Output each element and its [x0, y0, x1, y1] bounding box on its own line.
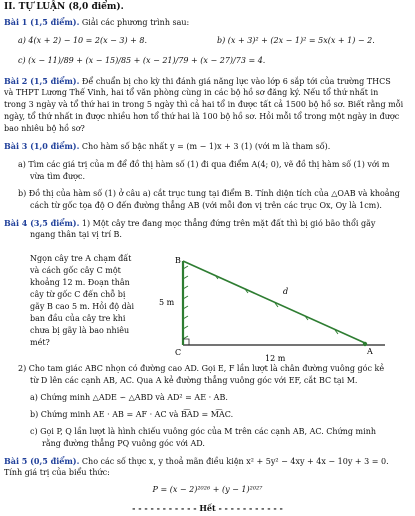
bai2-line-0 [4, 76, 391, 87]
bai1-b: b) (x + 3)² + (2x − 1)² = 5x(x + 1) − 2. [217, 36, 375, 45]
bai4-2c-line2: rằng đường thẳng PQ vuông góc với AD. [42, 439, 205, 448]
bai1-c: c) (x − 11)/89 + (x − 15)/85 + (x − 21)/79 + (x − 27)/73 = 4. [18, 56, 266, 65]
bai3-prompt: Cho hàm số bậc nhất y = (m − 1)x + 3 (1) (với m là tham số). [79, 142, 331, 151]
bai5-line2: Tính giá trị của biểu thức: [4, 468, 110, 477]
bamboo-figure [155, 255, 405, 365]
section-title: II. TỰ LUẬN (8,0 điểm). [4, 2, 124, 12]
bai4-p1a: 1) Một cây tre đang mọc thẳng đứng trên mặt đất thì bị gió bão thổi gãy [79, 219, 376, 228]
bai4-left-5: ban đầu của cây tre khi [30, 314, 126, 323]
bai4-left-7: mét? [30, 338, 50, 347]
label-A: A [367, 347, 373, 356]
bai2-line-3: ngày, tổ thứ nhất in được nhiều hơn tổ thứ hai là 100 bộ hồ sơ. Hỏi mỗi tổ trong một ngày in được [4, 112, 400, 121]
bai3-b-line2: cách từ gốc tọa độ O đến đường thẳng AB (với mỗi đơn vị trên các trục Ox, Oy là 1cm). [30, 201, 382, 210]
bai1-prompt: Giải các phương trình sau: [79, 18, 190, 27]
bai4-left-0: Ngọn cây tre A chạm đất [30, 254, 132, 263]
label-C: C [175, 348, 182, 357]
bai4-p1b: ngang thân tại vị trí B. [30, 230, 122, 239]
bai2-line-2: trong 3 ngày và tổ thứ hai in trong 5 ngày thì cả hai tổ in được tất cả 1500 bộ hồ sơ. Biết rằng mỗi [4, 100, 404, 109]
bai4-left-6: chưa bị gãy là bao nhiêu [30, 326, 130, 335]
bai2-text: Để chuẩn bị cho kỳ thi đánh giá năng lực vào lớp 6 sắp tới của trường THCS [79, 77, 391, 86]
bai4-header [4, 218, 375, 229]
bai3-a-line2: vừa tìm được. [30, 172, 85, 181]
bai5-formula: P = (x − 2)²⁰²⁶ + (y − 1)²⁰²⁷ [152, 485, 263, 494]
bai3-header [4, 141, 330, 152]
bai1-label: Bài 1 (1,5 điểm). [4, 17, 80, 27]
bai4-2c-line1: c) Gọi P, Q lần lượt là hình chiếu vuông góc của M trên các cạnh AB, AC. Chứng minh [30, 427, 376, 436]
bai4-left-3: cây từ gốc C đến chỗ bị [30, 290, 126, 299]
bai4-label: Bài 4 (3,5 điểm). [4, 218, 80, 228]
label-d: d [283, 287, 289, 296]
bai4-p2b: từ D lên các cạnh AB, AC. Qua A kẻ đường thẳng vuông góc với EF, cắt BC tại M. [30, 376, 358, 385]
bai4-left-2: khoảng 12 m. Đoạn thân [30, 278, 130, 287]
label-base: 12 m [265, 354, 286, 363]
bai3-a-line1: a) Tìm các giá trị của m để đồ thị hàm số (1) đi qua điểm A(4; 0), vẽ đồ thị hàm số (1) với m [18, 160, 390, 169]
bai4-left-4: gãy B cao 5 m. Hỏi độ dài [30, 302, 135, 311]
tip-point [363, 342, 367, 346]
bai3-label: Bài 3 (1,0 điểm). [4, 141, 80, 151]
label-height: 5 m [159, 298, 175, 307]
bai2-line-1: và THPT Lương Thế Vinh, hai tổ văn phòng cùng in các bộ hồ sơ đăng ký. Nếu tổ thứ nhất in [4, 88, 379, 97]
bai2-line-4: bao nhiêu bộ hồ sơ? [4, 124, 85, 133]
bai4-left-1: và cách gốc cây C một [30, 266, 121, 275]
bai4-2a: a) Chứng minh △ADE ∽ △ABD và AD² = AE · AB. [30, 393, 228, 402]
label-B: B [175, 256, 181, 265]
bai5-prompt: Cho các số thực x, y thoả mãn điều kiện x² + 5y² − 4xy + 4x − 10y + 3 = 0. [79, 457, 389, 466]
bai1-header [4, 17, 189, 28]
bai5-header [4, 456, 389, 467]
bai5-label: Bài 5 (0,5 điểm). [4, 456, 80, 466]
footer-end: - - - - - - - - - - - Hết - - - - - - - - - - - [132, 503, 283, 513]
bai3-b-line1: b) Đồ thị của hàm số (1) ở câu a) cắt trục tung tại điểm B. Tính diện tích của △OAB và khoảng [18, 189, 400, 198]
bai2-label: Bài 2 (1,5 điểm). [4, 76, 80, 86]
bai1-a: a) 4(x + 2) − 10 = 2(x − 3) + 8. [18, 36, 148, 45]
bai4-2b: b) Chứng minh AE · AB = AF · AC và B͡AD = M͡AC. [30, 410, 234, 419]
bai4-p2a: 2) Cho tam giác ABC nhọn có đường cao AD. Gọi E, F lần lượt là chân đường vuông góc kẻ [18, 364, 385, 373]
